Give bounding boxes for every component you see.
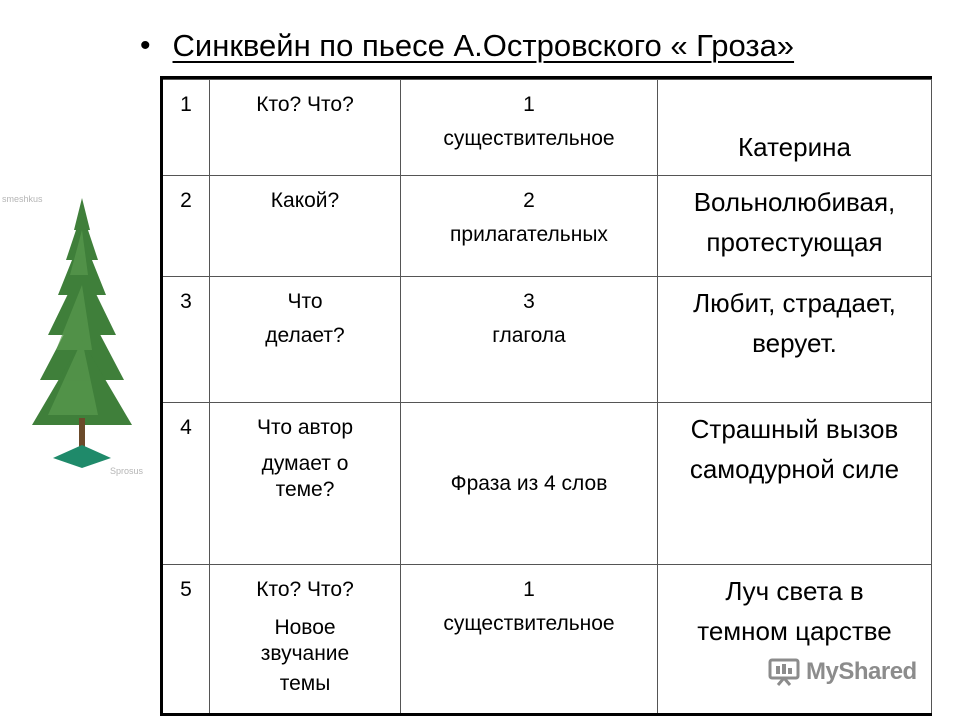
part-of-speech-cell: 2 прилагательных <box>401 176 658 277</box>
question-cell: Кто? Что? <box>210 80 401 176</box>
watermark-tree: Sprosus <box>110 466 144 476</box>
row-number: 3 <box>162 277 210 403</box>
part-of-speech-cell: 3 глагола <box>401 277 658 403</box>
christmas-tree-image <box>18 190 148 480</box>
part-of-speech-cell: 1 существительное <box>401 80 658 176</box>
row-number: 2 <box>162 176 210 277</box>
table-row <box>162 277 932 403</box>
answer-cell: Вольнолюбивая, протестующая <box>658 176 932 277</box>
row-number: 4 <box>162 403 210 565</box>
table-row <box>162 176 932 277</box>
answer-cell: Катерина <box>658 80 932 176</box>
watermark-top-left: smeshkus <box>2 194 43 204</box>
brand-text: MyShared <box>806 658 917 685</box>
answer-cell: Страшный вызов самодурной силе <box>658 403 932 565</box>
row-number: 5 <box>162 565 210 715</box>
question-cell: Какой? <box>210 176 401 277</box>
table-row <box>162 80 932 176</box>
part-of-speech-cell: Фраза из 4 слов <box>401 403 658 565</box>
myshared-watermark <box>768 658 917 686</box>
presentation-board-icon <box>768 658 800 686</box>
table-row <box>162 403 932 565</box>
row-number: 1 <box>162 80 210 176</box>
question-cell: Что автор думает о теме? <box>210 403 401 565</box>
answer-cell: Луч света в темном царстве <box>658 565 932 715</box>
bullet: • <box>140 29 151 62</box>
sinquain-table <box>160 79 932 716</box>
question-cell: Кто? Что? Новое звучание темы <box>210 565 401 715</box>
question-cell: Что делает? <box>210 277 401 403</box>
slide-title-row <box>140 28 794 64</box>
answer-cell: Любит, страдает, верует. <box>658 277 932 403</box>
slide-title: Синквейн по пьесе А.Островского « Гроза» <box>172 28 795 63</box>
part-of-speech-cell: 1 существительное <box>401 565 658 715</box>
table-row <box>162 565 932 715</box>
